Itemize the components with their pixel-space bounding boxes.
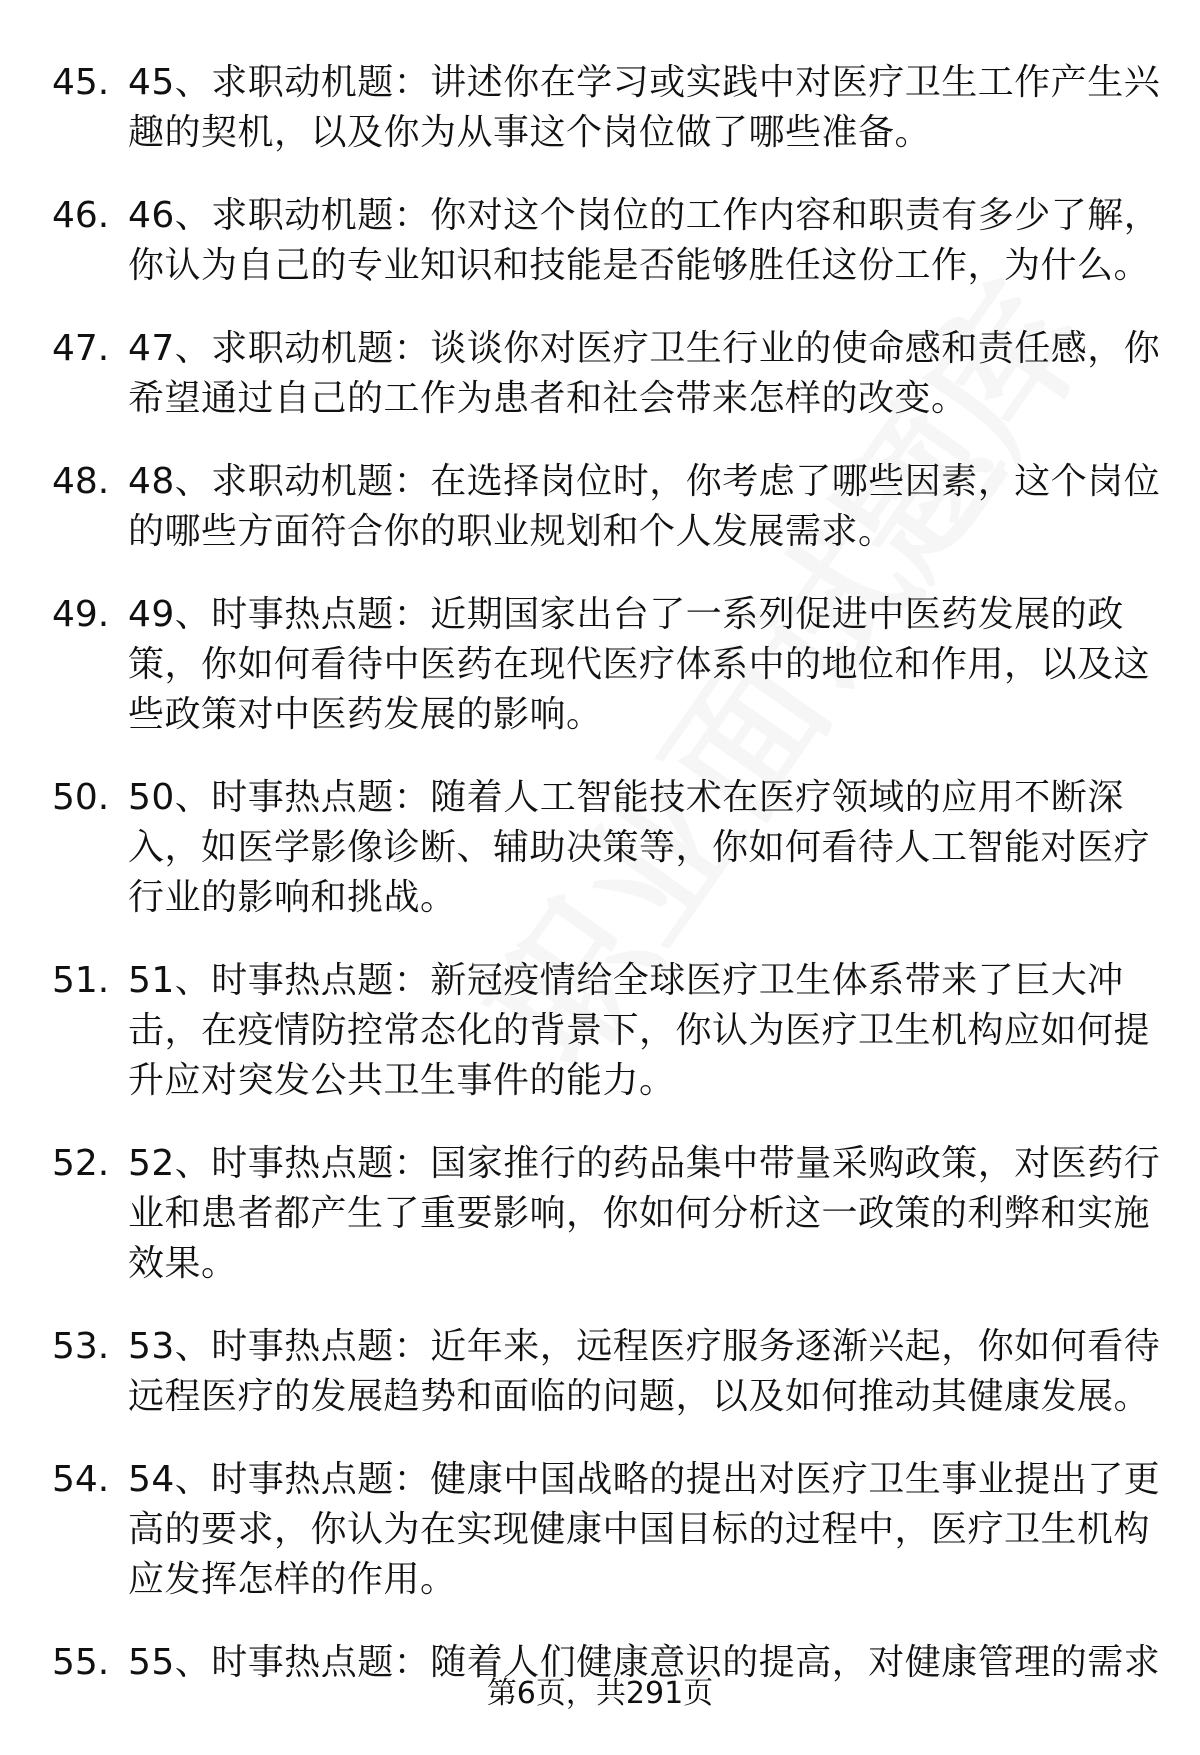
list-item [0,324,1200,424]
text-line: 高的要求，你认为在实现健康中国目标的过程中，医疗卫生机构 [128,1509,1151,1550]
text-line: 击，在疫情防控常态化的背景下，你认为医疗卫生机构应如何提 [128,1010,1151,1051]
text-line: 45、求职动机题：讲述你在学习或实践中对医疗卫生工作产生兴 [128,62,1161,103]
text-line: 效果。 [128,1243,238,1284]
list-item [0,773,1200,923]
text-line: 趣的契机，以及你为从事这个岗位做了哪些准备。 [128,112,932,153]
item-text [128,773,1200,923]
list-item [0,1322,1200,1422]
item-number: 51. [52,960,110,1001]
item-number: 48. [52,461,110,502]
item-number: 49. [52,594,110,635]
question-list [0,58,1200,1721]
text-line: 55、时事热点题：随着人们健康意识的提高，对健康管理的需求 [128,1642,1161,1683]
text-line: 行业的影响和挑战。 [128,877,457,918]
text-line: 远程医疗的发展趋势和面临的问题，以及如何推动其健康发展。 [128,1376,1151,1417]
item-number: 55. [52,1642,110,1683]
list-item [0,191,1200,291]
item-text [128,457,1200,557]
list-item [0,457,1200,557]
text-line: 47、求职动机题：谈谈你对医疗卫生行业的使命感和责任感，你 [128,328,1161,369]
list-item [0,58,1200,158]
text-line: 48、求职动机题：在选择岗位时，你考虑了哪些因素，这个岗位 [128,461,1161,502]
item-number: 52. [52,1143,110,1184]
list-item [0,956,1200,1106]
item-text [128,191,1200,291]
item-number: 50. [52,777,110,818]
item-number: 46. [52,195,110,236]
text-line: 策，你如何看待中医药在现代医疗体系中的地位和作用，以及这 [128,644,1151,685]
text-line: 应发挥怎样的作用。 [128,1559,457,1600]
text-line: 希望通过自己的工作为患者和社会带来怎样的改变。 [128,378,968,419]
text-line: 51、时事热点题：新冠疫情给全球医疗卫生体系带来了巨大冲 [128,960,1124,1001]
item-number: 47. [52,328,110,369]
item-number: 54. [52,1459,110,1500]
item-text [128,590,1200,740]
list-item [0,590,1200,740]
item-text [128,58,1200,158]
text-line: 46、求职动机题：你对这个岗位的工作内容和职责有多少了解， [128,195,1161,236]
text-line: 50、时事热点题：随着人工智能技术在医疗领域的应用不断深 [128,777,1124,818]
list-item [0,1455,1200,1605]
item-text [128,324,1200,424]
item-text [128,1322,1200,1422]
list-item [0,1139,1200,1289]
text-line: 升应对突发公共卫生事件的能力。 [128,1060,676,1101]
text-line: 53、时事热点题：近年来，远程医疗服务逐渐兴起，你如何看待 [128,1326,1161,1367]
item-text [128,1139,1200,1289]
text-line: 你认为自己的专业知识和技能是否能够胜任这份工作，为什么。 [128,245,1151,286]
text-line: 54、时事热点题：健康中国战略的提出对医疗卫生事业提出了更 [128,1459,1161,1500]
item-number: 45. [52,62,110,103]
text-line: 的哪些方面符合你的职业规划和个人发展需求。 [128,511,895,552]
item-text [128,956,1200,1106]
text-line: 入，如医学影像诊断、辅助决策等，你如何看待人工智能对医疗 [128,827,1151,868]
page-number: 第6页，共291页 [486,1676,714,1711]
text-line: 52、时事热点题：国家推行的药品集中带量采购政策，对医药行 [128,1143,1161,1184]
item-text [128,1455,1200,1605]
text-line: 些政策对中医药发展的影响。 [128,694,603,735]
text-line: 业和患者都产生了重要影响，你如何分析这一政策的利弊和实施 [128,1193,1151,1234]
item-number: 53. [52,1326,110,1367]
text-line: 49、时事热点题：近期国家出台了一系列促进中医药发展的政 [128,594,1124,635]
